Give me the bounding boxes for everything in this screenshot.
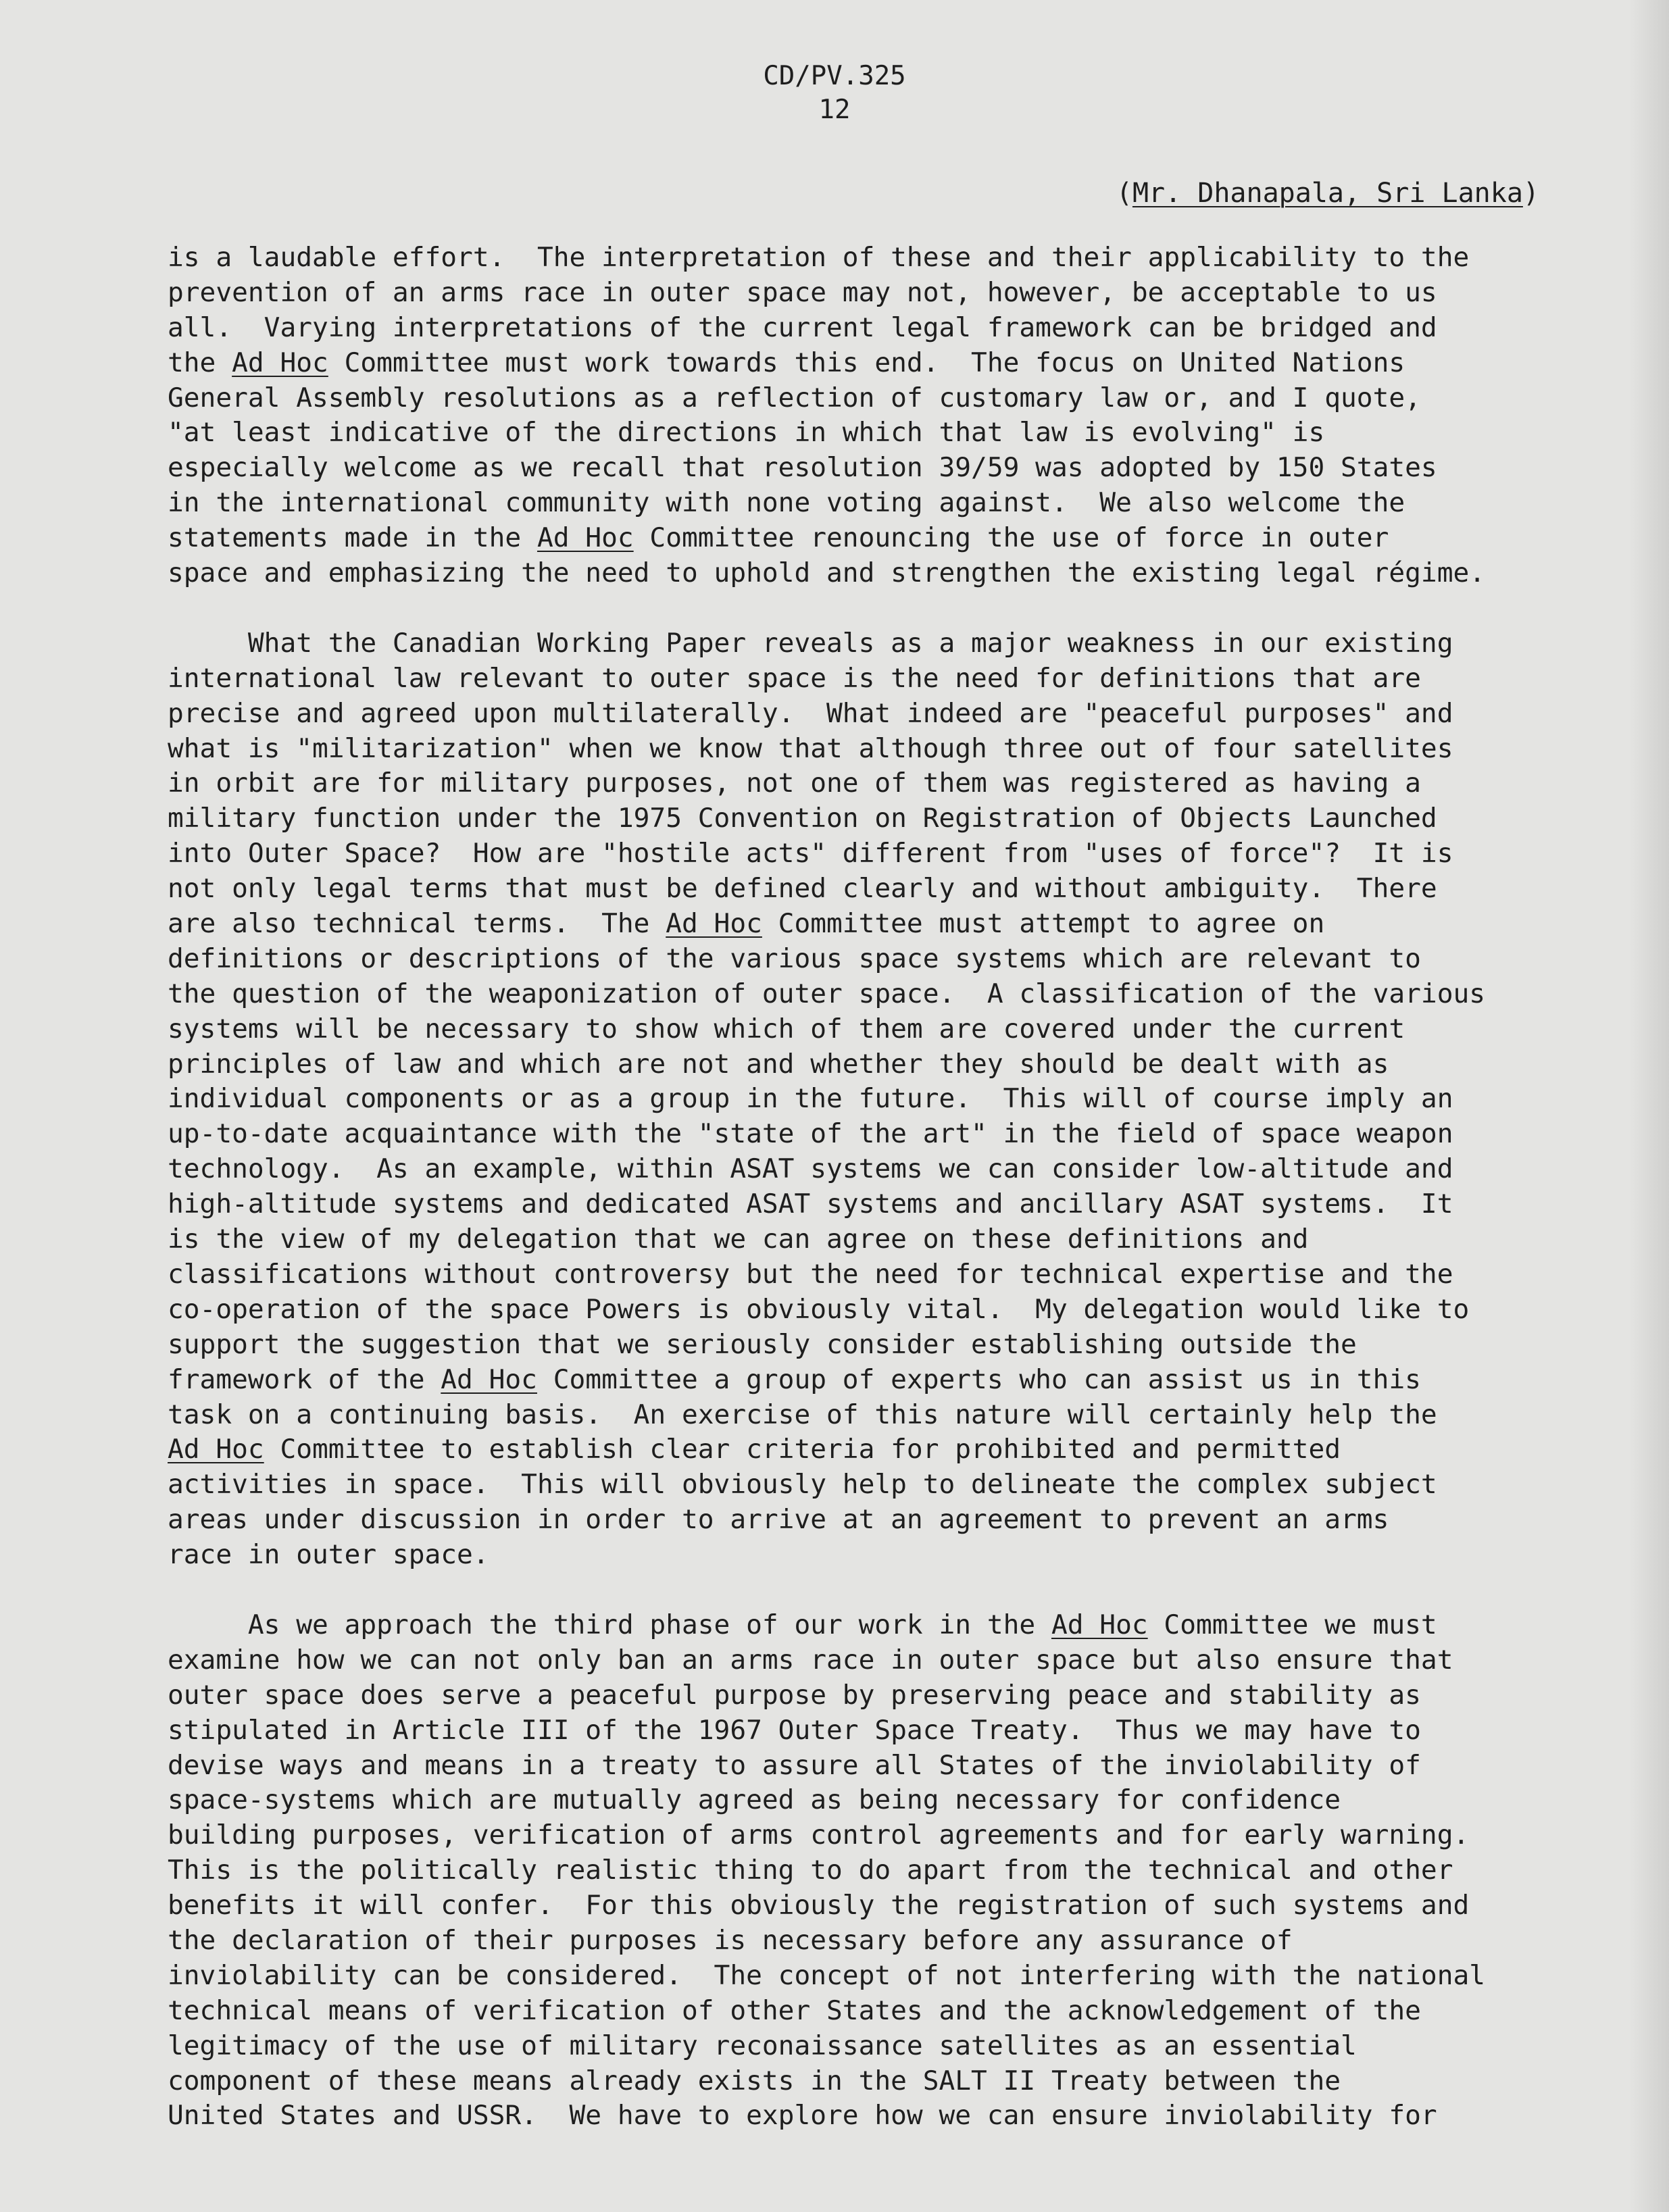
text-line: inviolability can be considered. The concept of not interfering with the national	[168, 1959, 1486, 1991]
page-edge-shadow	[1628, 0, 1669, 2212]
text-line: As we approach the third phase of our work in the Ad Hoc Committee we must	[168, 1609, 1437, 1640]
text-line: definitions or descriptions of the various space systems which are relevant to	[168, 942, 1421, 974]
text-line: especially welcome as we recall that resolution 39/59 was adopted by 150 States	[168, 452, 1437, 484]
text-line: the declaration of their purposes is necessary before any assurance of	[168, 1924, 1293, 1956]
text-line: international law relevant to outer space is the need for definitions that are	[168, 662, 1421, 694]
text-line: activities in space. This will obviously help to delineate the complex subject	[168, 1469, 1437, 1501]
text-line: all. Varying interpretations of the current legal framework can be bridged and	[168, 311, 1437, 343]
text-line: legitimacy of the use of military reconaissance satellites as an essential	[168, 2030, 1357, 2061]
ad-hoc-term: Ad Hoc	[1051, 1609, 1148, 1640]
text-line: classifications without controversy but the need for technical expertise and the	[168, 1258, 1453, 1290]
ad-hoc-term: Ad Hoc	[666, 908, 762, 940]
text-line: outer space does serve a peaceful purpose by preserving peace and stability as	[168, 1679, 1421, 1711]
text-line: task on a continuing basis. An exercise of this nature will certainly help the	[168, 1399, 1437, 1430]
text-line: principles of law and which are not and whether they should be dealt with as	[168, 1048, 1389, 1080]
text-line: race in outer space.	[168, 1539, 489, 1571]
text-line: the Ad Hoc Committee must work towards this end. The focus on United Nations	[168, 347, 1405, 378]
text-line: space-systems which are mutually agreed as being necessary for confidence	[168, 1784, 1341, 1816]
text-line: benefits it will confer. For this obviously the registration of such systems and	[168, 1890, 1470, 1921]
paragraph-gap	[168, 1573, 1614, 1608]
ad-hoc-term: Ad Hoc	[537, 522, 634, 554]
ad-hoc-term: Ad Hoc	[232, 347, 328, 378]
ad-hoc-term: Ad Hoc	[168, 1434, 264, 1465]
text-line: are also technical terms. The Ad Hoc Committee must attempt to agree on	[168, 908, 1325, 940]
text-line: in the international community with none voting against. We also welcome the	[168, 487, 1405, 519]
text-line: is the view of my delegation that we can agree on these definitions and	[168, 1224, 1309, 1255]
speaker-open-paren: (	[1116, 178, 1132, 209]
page-number: 12	[818, 95, 851, 125]
text-line: prevention of an arms race in outer space may not, however, be acceptable to us	[168, 276, 1437, 308]
text-line: into Outer Space? How are "hostile acts" different from "uses of force"? It is	[168, 838, 1453, 870]
text-line: building purposes, verification of arms control agreements and for early warning.	[168, 1819, 1470, 1851]
text-line: what is "militarization" when we know that although three out of four satellites	[168, 732, 1453, 764]
text-line: high-altitude systems and dedicated ASAT systems and ancillary ASAT systems. It	[168, 1188, 1453, 1220]
text-line: framework of the Ad Hoc Committee a group of experts who can assist us in this	[168, 1363, 1421, 1395]
text-line: support the suggestion that we seriously consider establishing outside the	[168, 1328, 1357, 1360]
statement-body	[168, 241, 1614, 2134]
text-line: technical means of verification of other States and the acknowledgement of the	[168, 1994, 1421, 2026]
text-line: systems will be necessary to show which of them are covered under the current	[168, 1013, 1405, 1045]
text-line: What the Canadian Working Paper reveals as a major weakness in our existing	[168, 627, 1453, 659]
text-line: the question of the weaponization of outer space. A classification of the various	[168, 978, 1486, 1009]
text-line: areas under discussion in order to arrive at an agreement to prevent an arms	[168, 1504, 1389, 1536]
text-line: examine how we can not only ban an arms race in outer space but also ensure that	[168, 1644, 1453, 1676]
document-symbol: CD/PV.325	[763, 61, 906, 91]
text-line: "at least indicative of the directions in which that law is evolving" is	[168, 417, 1325, 449]
text-line: devise ways and means in a treaty to assure all States of the inviolability of	[168, 1749, 1421, 1781]
text-line: United States and USSR. We have to explore how we can ensure inviolability for	[168, 2100, 1437, 2132]
text-line: in orbit are for military purposes, not one of them was registered as having a	[168, 768, 1421, 799]
text-line: is a laudable effort. The interpretation of these and their applicability to the	[168, 242, 1470, 273]
speaker-close-paren: )	[1522, 178, 1539, 209]
speaker-attribution	[1116, 174, 1539, 212]
speaker-name: Mr. Dhanapala, Sri Lanka	[1132, 178, 1523, 209]
text-line: Ad Hoc Committee to establish clear criteria for prohibited and permitted	[168, 1434, 1341, 1465]
text-line: not only legal terms that must be defined clearly and without ambiguity. There	[168, 873, 1437, 905]
text-line: General Assembly resolutions as a reflection of customary law or, and I quote,	[168, 382, 1421, 413]
text-line: component of these means already exists in the SALT II Treaty between the	[168, 2065, 1341, 2096]
text-line: precise and agreed upon multilaterally. What indeed are "peaceful purposes" and	[168, 697, 1453, 729]
text-line: This is the politically realistic thing to do apart from the technical and other	[168, 1855, 1453, 1886]
paragraph	[168, 626, 1614, 1573]
text-line: individual components or as a group in the future. This will of course imply an	[168, 1083, 1453, 1115]
text-line: military function under the 1975 Convention on Registration of Objects Launched	[168, 803, 1437, 834]
text-line: technology. As an example, within ASAT systems we can consider low-altitude and	[168, 1153, 1453, 1185]
ad-hoc-term: Ad Hoc	[441, 1363, 537, 1395]
paragraph	[168, 241, 1614, 591]
paragraph-gap	[168, 591, 1614, 626]
paragraph	[168, 1608, 1614, 2134]
text-line: up-to-date acquaintance with the "state of the art" in the field of space weapon	[168, 1118, 1453, 1150]
text-line: statements made in the Ad Hoc Committee renouncing the use of force in outer	[168, 522, 1389, 554]
text-line: stipulated in Article III of the 1967 Outer Space Treaty. Thus we may have to	[168, 1714, 1421, 1746]
text-line: co-operation of the space Powers is obviously vital. My delegation would like to	[168, 1293, 1470, 1325]
text-line: space and emphasizing the need to uphold and strengthen the existing legal régime.	[168, 557, 1486, 589]
